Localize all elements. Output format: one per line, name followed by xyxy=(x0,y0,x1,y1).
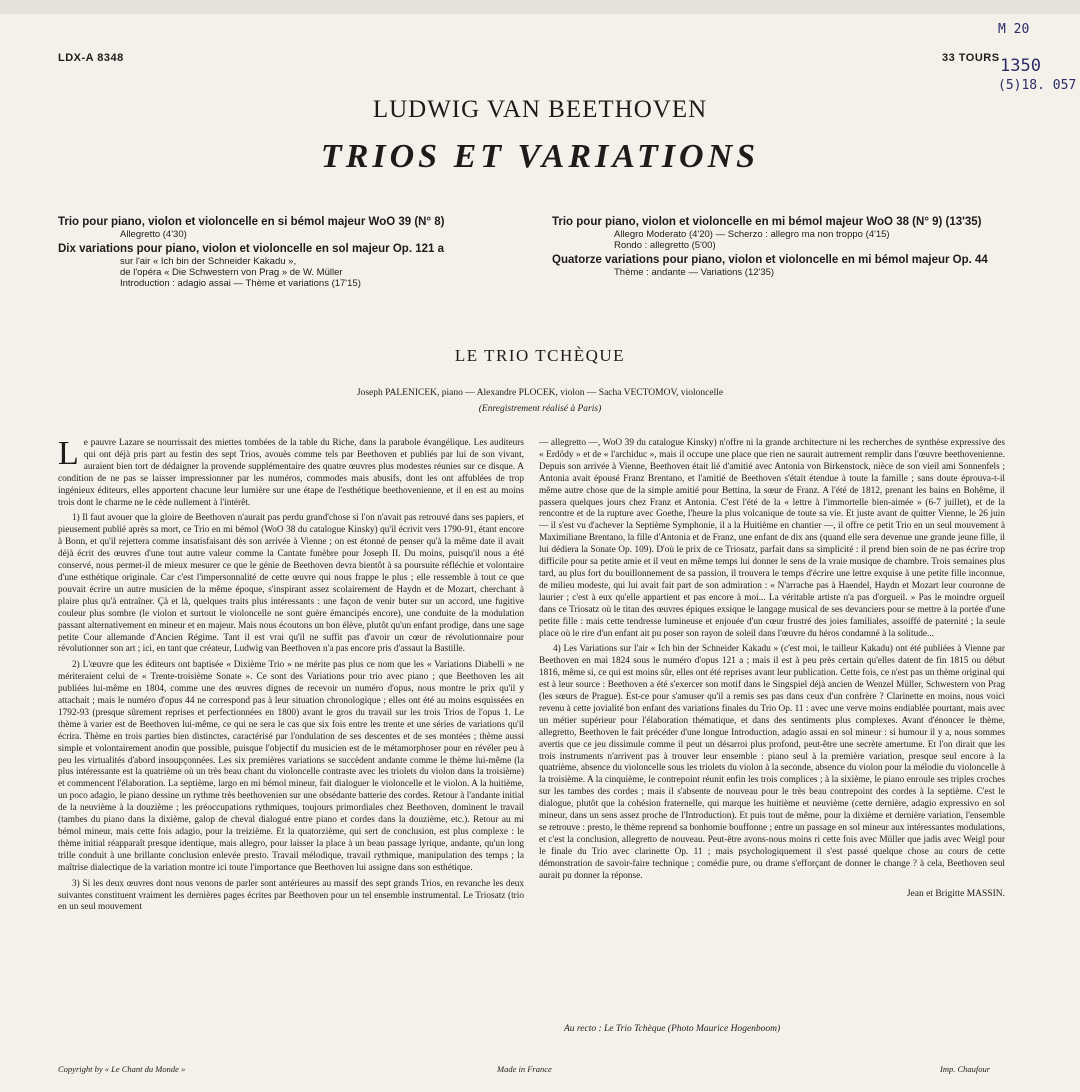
sleeve-edge xyxy=(0,0,1080,14)
album-title: TRIOS ET VARIATIONS xyxy=(320,138,760,175)
recording-note: (Enregistrement réalisé à Paris) xyxy=(478,404,602,414)
drop-cap: L xyxy=(58,438,79,472)
work-movement: Introduction : adagio assai — Thème et variations (17'15) xyxy=(120,278,361,289)
made-in-label: Made in France xyxy=(497,1064,552,1074)
photo-credit: Au recto : Le Trio Tchèque (Photo Maurice Hogenboom) xyxy=(564,1024,781,1034)
works-list-right xyxy=(552,216,1022,278)
work-movement: Allegro Moderato (4'20) — Scherzo : allegro ma non troppo (4'15) xyxy=(614,229,890,240)
work-movement: de l'opéra « Die Schwestern von Prag » de W. Müller xyxy=(120,267,343,278)
liner-notes-left-column xyxy=(58,438,524,1038)
liner-paragraph: 2) L'œuvre que les éditeurs ont baptisée « Dixième Trio » ne mérite pas plus ce nom que les « Variations Diabelli » ne mériteraient celui de « Trente-troisième Sonate ». Ce sont des Variations pour trio avec piano ; que Beethoven les ait publiées lui-même en 1804, comme une des œuvres dignes de recevoir un numéro d'opus, nous montre le prix qu'il y attachait ; mais le numéro d'opus 44 ne correspond pas à leur situation chronologique ; elles ont été au moins esquissées en 1792-93 (presque sûrement reprises et perfectionnées en 1800) avant le gros du travail sur les trois Trios de l'opus 1. Le thème à varier est de Beethoven lui-même, ce qui ne sera le cas que six fois entre les trente et une séries de variations qu'il écrira. Thème en trois parties bien distinctes, caractérisé par l'ondulation de ses descentes et de ses montées ; thème aussi simple et volontairement anodin que possible, puisque l'objectif du musicien est de le métamorphoser pour en révéler peu à peu les virtualités d'abord insoupçonnées. Les six premières variations se succèdent andante comme le thème lui-même (la plus intéressante est la quatrième où un très beau chant du violoncelle contraste avec les triolets du violon dans la troisième) et commencent l'élaboration. La septième, largo en mi bémol mineur, fait dialoguer le violoncelle et le violon. A la huitième, un poco adagio, le piano dessine un rythme très beethovenien sur une obsédante batterie des cordes. Retour à l'andante initial de la neuvième à la douzième ; les préoccupations rythmiques, toujours primordiales chez Beethoven, dominent le travail (tambes du piano dans la dixième, galop de cheval dialogué entre piano et cordes dans la douzième, etc.). Retour au mi bémol mineur, mais cette fois adagio, pour la treizième. Et la quatorzième, qui sert de conclusion, est plus complexe : le thème initial réapparaît presque identique, mais allegro, pour laisser la place à un beau passage lyrique, andante, qu'un long trille conduit à une brillante conclusion enlevée presto. Travail mélodique, travail rythmique, manipulation des temps ; la maîtrise dialectique de la variation montre ici toute l'importance que Beethoven lui assigne dans son esthétique. xyxy=(58,660,524,873)
catalog-number: LDX-A 8348 xyxy=(58,52,124,64)
handwritten-subnumber: (5)18. 057 xyxy=(998,78,1077,93)
work-title: Quatorze variations pour piano, violon et violoncelle en mi bémol majeur Op. 44 xyxy=(552,254,988,266)
liner-notes-right-column xyxy=(539,438,1005,1038)
work-movement: Allegretto (4'30) xyxy=(120,229,187,240)
liner-paragraph: — allegretto —, WoO 39 du catalogue Kinsky) n'offre ni la grande architecture ni les recherches de synthèse expressive des « Erdödy » et de « l'archiduc », mais il occupe une place que rien ne saurait autrement remplir dans l'œuvre beethovenienne. Depuis son arrivée à Vienne, Beethoven était lié d'amitié avec Antonia von Birkenstock, nièce de son vieil ami Sonnenfels ; Antonia avait épousé Franz Brentano, et l'amitié de Beethoven s'était étendue à toute la famille ; sans doute éprouva-t-il même autre chose que de la simple amitié pour Bettina, la sœur de Franz. A l'été de 1812, prenant les bains en Bohême, il passera quelques jours chez Franz et Antonia. C'est l'été de la « lettre à l'immortelle bien-aimée » (6-7 juillet), et de la rencontre et de la rupture avec Goethe, l'heure la plus volcanique de toute sa vie. Et juste avant de quitter Vienne, le 26 juin — il s'est vu d'achever la Septième Symphonie, il a la Huitième en chantier —, il offre ce petit Trio en un seul mouvement à Maximiliane Brentano, la fille d'Antonia et de Franz, une enfant de dix ans (quand elle sera devenue une grande jeune fille, il lui dédiera la Sonate Op. 109). D'où le prix de ce Triosatz, parfait dans sa simplicité : il prend bien soin de ne pas écrire trop difficile pour sa petite amie et il veut en même temps lui donner le sens de la vraie musique de chambre. Trois semaines plus tard, au plus fort du bouillonnement de sa passion, il trouvera le temps d'écrire une lettre exquise à une petite fille inconnue, de milieu modeste, qui lui avait fait part de son admiration : « N'arrache pas à Haendel, Haydn et Mozart leur couronne de laurier ; c'est à eux qu'elle appartient et pas encore à moi... La véritable artiste n'a pas d'orgueil. » Pas le moindre orgueil dans ce Triosatz où le titan des œuvres épiques exsique le langage musical de ses devanciers pour se mettre à la portée d'une petite fille : mais cette tendresse lumineuse et enjouée d'un cœur frustré des joies familiales, assoiffé de paternité ; la seule place où le rire d'un enfant ait pu poser son rayon de soleil dans l'œuvre du héros condamné à la solitude... xyxy=(539,438,1005,639)
liner-paragraph: 3) Si les deux œuvres dont nous venons de parler sont antérieures au massif des sept grands Trios, en revanche les deux suivantes constituent vraiment les dernières pages écrites par Beethoven pour un tel ensemble instrumental. Le Triosatz (trio en un seul mouvement xyxy=(58,878,524,913)
work-title: Dix variations pour piano, violon et violoncelle en sol majeur Op. 121 a xyxy=(58,243,444,255)
handwritten-number: 1350 xyxy=(1000,56,1041,76)
liner-paragraph: 1) Il faut avouer que la gloire de Beethoven n'aurait pas perdu grand'chose si l'on n'avait pas retrouvé dans ses papiers, et pieusement publié après sa mort, ce Trio en mi bémol (WoO 38 du catalogue Kinsky) qu'il écrivit vers 1790-91, étant encore à Bonn, et qu'il rejettera comme insatisfaisant dès son arrivée à Vienne ; on est étonné de penser qu'à la même date il avait déjà écrit des œuvres d'une tout autre valeur comme la Cantate funèbre pour Joseph II. Du moins, puisqu'il nous a été conservé, nous permet-il de mieux mesurer ce que le génie de Beethoven devra bientôt à sa poursuite réfléchie et volontaire d'une esthétique originale. Car c'est l'impersonnalité de cette œuvre qui nous frappe le plus ; elle ressemble à tout ce que pouvait écrire un autre musicien de la même époque, s'inspirant assez scolairement de Haydn et de Mozart, cherchant à plaire plus qu'à entraîner. Çà et là, quelques traits plus intéressants : une façon de venir buter sur un accord, une fugitive couleur plus sombre (le violon et surtout le violoncelle ne sont guère émancipés encore), une conduite de la modulation passant alternativement en mineur et en majeur. Mais nous écoutons un bon élève, plutôt qu'un enfant prodige, dans une sage petite Cour allemande d'Ancien Régime. Tant il est vrai qu'il ne suffit pas d'avoir un cœur de révolutionnaire pour révolutionner son art ; ici, en tant que créateur, Ludwig van Beethoven n'a pas encore pris d'assaut la Bastille. xyxy=(58,513,524,655)
liner-paragraph: 4) Les Variations sur l'air « Ich bin der Schneider Kakadu » (c'est moi, le tailleur Kakadu) ont été publiées à Vienne par Beethoven en mai 1824 sous le numéro d'opus 121 a ; mais il est à peu près certain qu'elles datent de fin 1815 ou début 1816, même si, ce qui est moins sûr, elles ont été reprises avant leur publication. Cette fois, ce n'est pas un thème original qui est à leur source : Beethoven a été s'exercer son motif dans le Singspiel déjà ancien de Wenzel Müller, Schwestern von Prag (les sœurs de Prague). Est-ce pour s'amuser qu'il a remis ses pas dans ceux d'un confrère ? Clarinette en moins, nous voici revenu à cette jovialité bon enfant des variations finales du Trio Op. 11 : avec une verve moins endiablée pourtant, mais avec un métier supérieur pour l'élaboration thématique, et dans des sentiments plus complexes. Avant d'énoncer le thème, allegretto, Beethoven le fait précéder d'une longue Introduction, adagio assai en sol mineur : si humour il y a, nous sommes avertis que ce jeu dissimule comme il peut un désarroi plus profond, peut-être une secrète amertume. Et l'on dirait que les trois instruments n'arrivent pas à trouver leur ensemble : piano seul à la première variation, presque seul encore à la quatrième, absence du violoncelle sous les triolets du violon à la seconde, absence du violon pour la mélodie du violoncelle à la troisième. A la cinquième, le contrepoint réunit enfin les trois complices ; à la sixième, le piano enroule ses triples croches sur les tambes des cordes ; mais il s'absente de nouveau pour le très beau contrepoint des cordes à la septième. C'est le dialogue, plutôt que la cohésion fraternelle, qui marque les huitième et neuvième (cette dernière, adagio expressivo en sol mineur, dans un sens assez proche de l'Introduction). Et puis tout de même, pour la dixième et dernière variation, l'ensemble se retrouve : presto, le thème reprend sa bonhomie bouffonne ; entre un passage en sol mineur aux intéressantes modulations, et c'est la conclusion, allegretto de nouveau. Peut-être avons-nous moins ri cette fois avec Müller que jadis avec Weigl pour le finale du Trio avec clarinette Op. 11 ; mais psychologiquement il s'est passé quelque chose au cours de cette démonstration de savoir-faire technique ; comédie pure, ou drame s'efforçant de donner le change ? à cela, Beethoven seul aurait pu donner la réponse. xyxy=(539,644,1005,881)
author-signature: Jean et Brigitte MASSIN. xyxy=(906,888,1005,899)
printer-credit: Imp. Chaufour xyxy=(940,1064,991,1074)
speed-label: 33 TOURS xyxy=(942,52,1000,64)
work-movement: Thème : andante — Variations (12'35) xyxy=(614,267,775,278)
ensemble-name: LE TRIO TCHÈQUE xyxy=(454,346,626,365)
works-list-left xyxy=(58,216,528,289)
liner-paragraph: Le pauvre Lazare se nourrissait des miettes tombées de la table du Riche, dans la parabole évangélique. Les auditeurs qui ont déjà pris part au festin des sept Trios, avouès comme tels par Beethoven et publiés par lui de son vivant, auraient bien tort de dédaigner la provende supplémentaire des quatre œuvres plus modestes réunies sur ce disque. A condition de ne pas se laisser impressionner par les numéros, commodes mais abusifs, dont les ont affublées de trop ingénieux éditeurs, elles apportent chacune leur lumière sur une étape de l'esthétique beethovenienne, et il en est au moins trois dont le charme ne le cède nullement à l'intérêt. xyxy=(58,438,524,508)
handwritten-mark-top: M 20 xyxy=(998,22,1030,37)
work-title: Trio pour piano, violon et violoncelle en mi bémol majeur WoO 38 (N° 9) (13'35) xyxy=(552,216,982,228)
work-movement: Rondo : allegretto (5'00) xyxy=(614,240,716,251)
copyright-notice: Copyright by « Le Chant du Monde » xyxy=(58,1064,186,1074)
composer-name: LUDWIG VAN BEETHOVEN xyxy=(372,96,708,123)
work-movement: sur l'air « Ich bin der Schneider Kakadu », xyxy=(120,256,297,267)
performers-line: Joseph PALENICEK, piano — Alexandre PLOCEK, violon — Sacha VECTOMOV, violoncelle xyxy=(356,388,724,398)
work-title: Trio pour piano, violon et violoncelle en si bémol majeur WoO 39 (N° 8) xyxy=(58,216,445,228)
